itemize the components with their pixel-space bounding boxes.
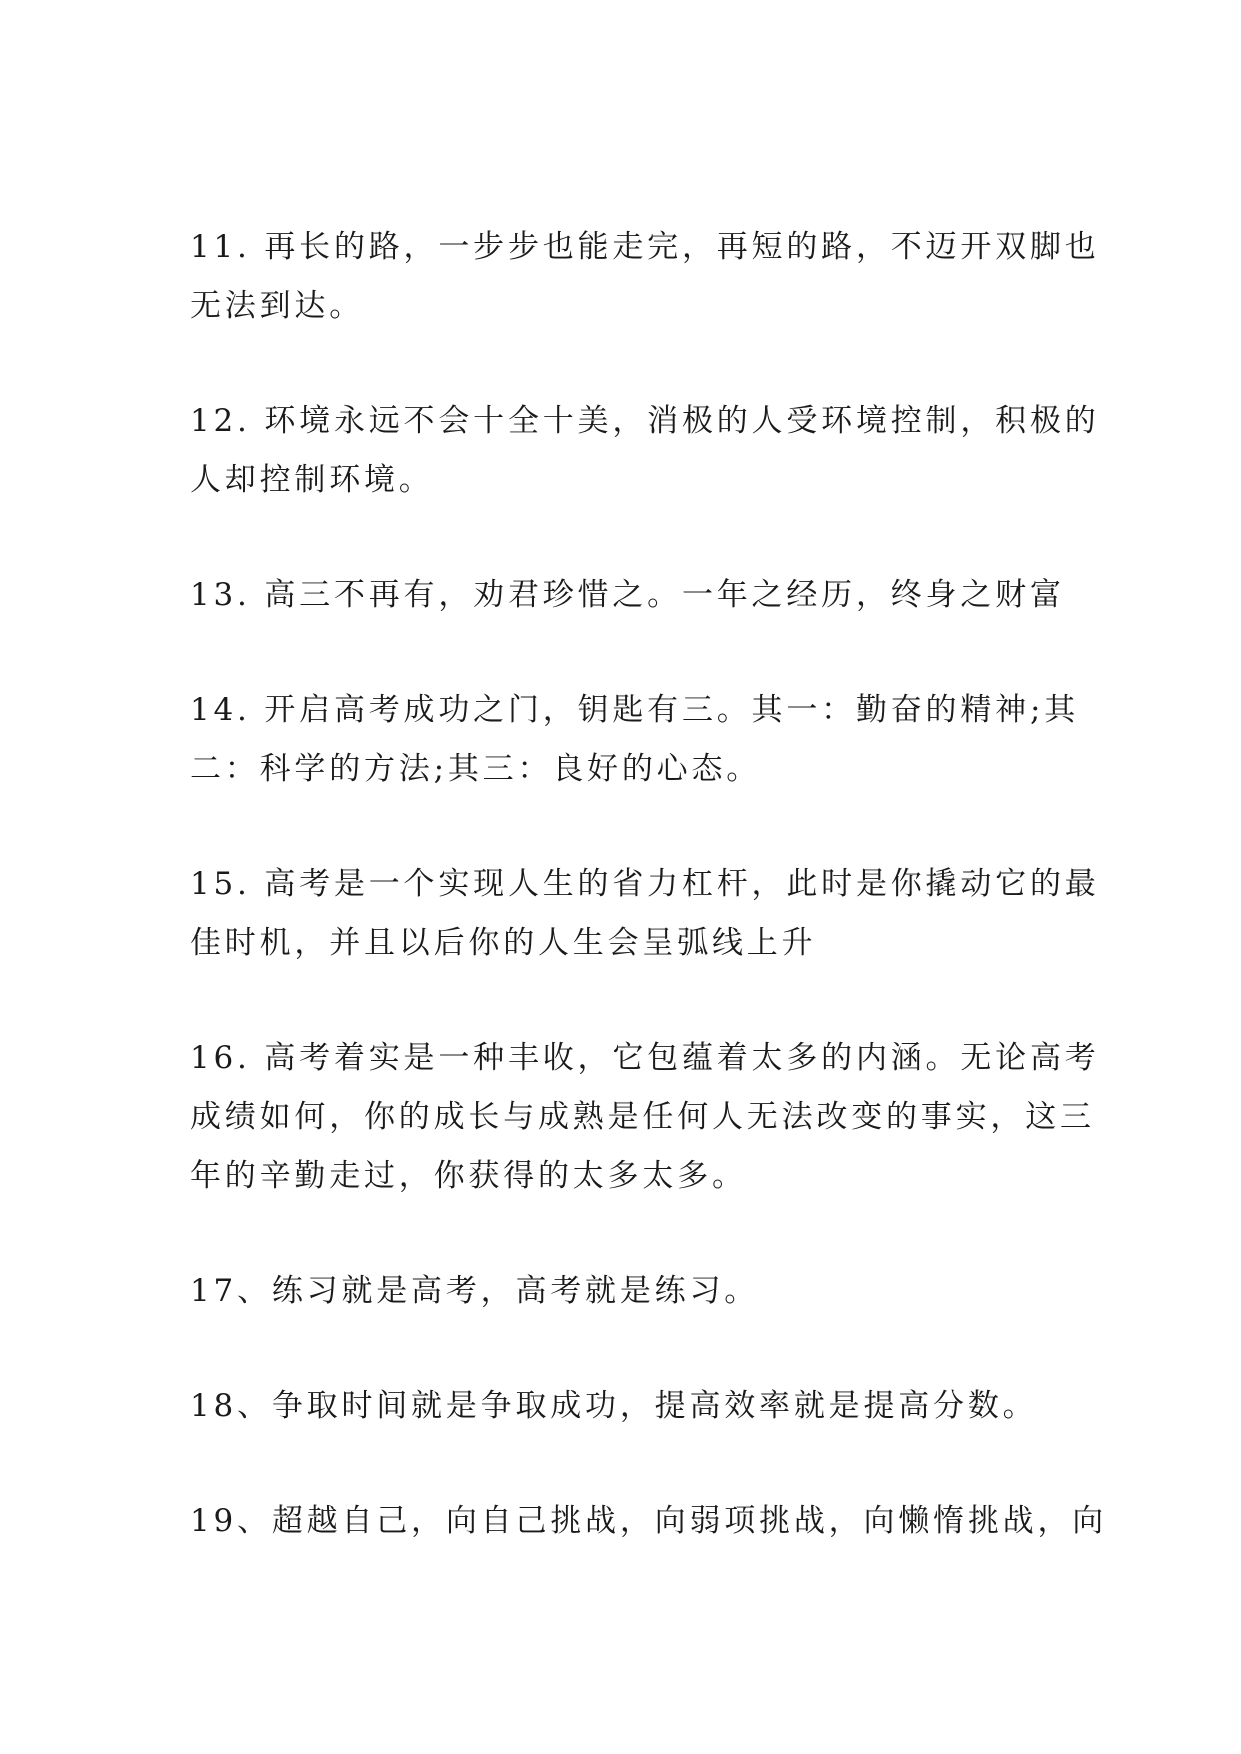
text-line: 16. 高考着实是一种丰收，它包蕴着太多的内涵。无论高考 [190, 1040, 1100, 1076]
list-item [190, 392, 1100, 510]
text-line: 人却控制环境。 [190, 462, 434, 498]
list-item [190, 855, 1100, 973]
text-line: 18、争取时间就是争取成功，提高效率就是提高分数。 [190, 1388, 1038, 1424]
list-item [190, 1377, 1062, 1436]
text-line: 15. 高考是一个实现人生的省力杠杆，此时是你撬动它的最 [190, 866, 1100, 902]
list-item [190, 1492, 1108, 1551]
text-line: 17、练习就是高考，高考就是练习。 [190, 1273, 760, 1309]
text-line: 年的辛勤走过，你获得的太多太多。 [190, 1158, 747, 1194]
text-line: 成绩如何，你的成长与成熟是任何人无法改变的事实，这三 [190, 1099, 1095, 1135]
text-column [190, 218, 1108, 1607]
text-line: 无法到达。 [190, 288, 364, 324]
text-line: 13. 高三不再有，劝君珍惜之。一年之经历，终身之财富 [190, 577, 1065, 613]
text-line: 佳时机，并且以后你的人生会呈弧线上升 [190, 925, 817, 961]
text-line: 二：科学的方法;其三：良好的心态。 [190, 751, 762, 787]
text-line: 14. 开启高考成功之门，钥匙有三。其一：勤奋的精神;其 [190, 692, 1079, 728]
list-item [190, 1029, 1100, 1206]
text-line: 19、超越自己，向自己挑战，向弱项挑战，向懒惰挑战，向 [190, 1503, 1108, 1539]
text-line: 11. 再长的路，一步步也能走完，再短的路，不迈开双脚也 [190, 229, 1100, 265]
list-item [190, 566, 1065, 625]
text-line: 12. 环境永远不会十全十美，消极的人受环境控制，积极的 [190, 403, 1100, 439]
list-item [190, 681, 1079, 799]
list-item [190, 218, 1100, 336]
list-item [190, 1262, 1062, 1321]
